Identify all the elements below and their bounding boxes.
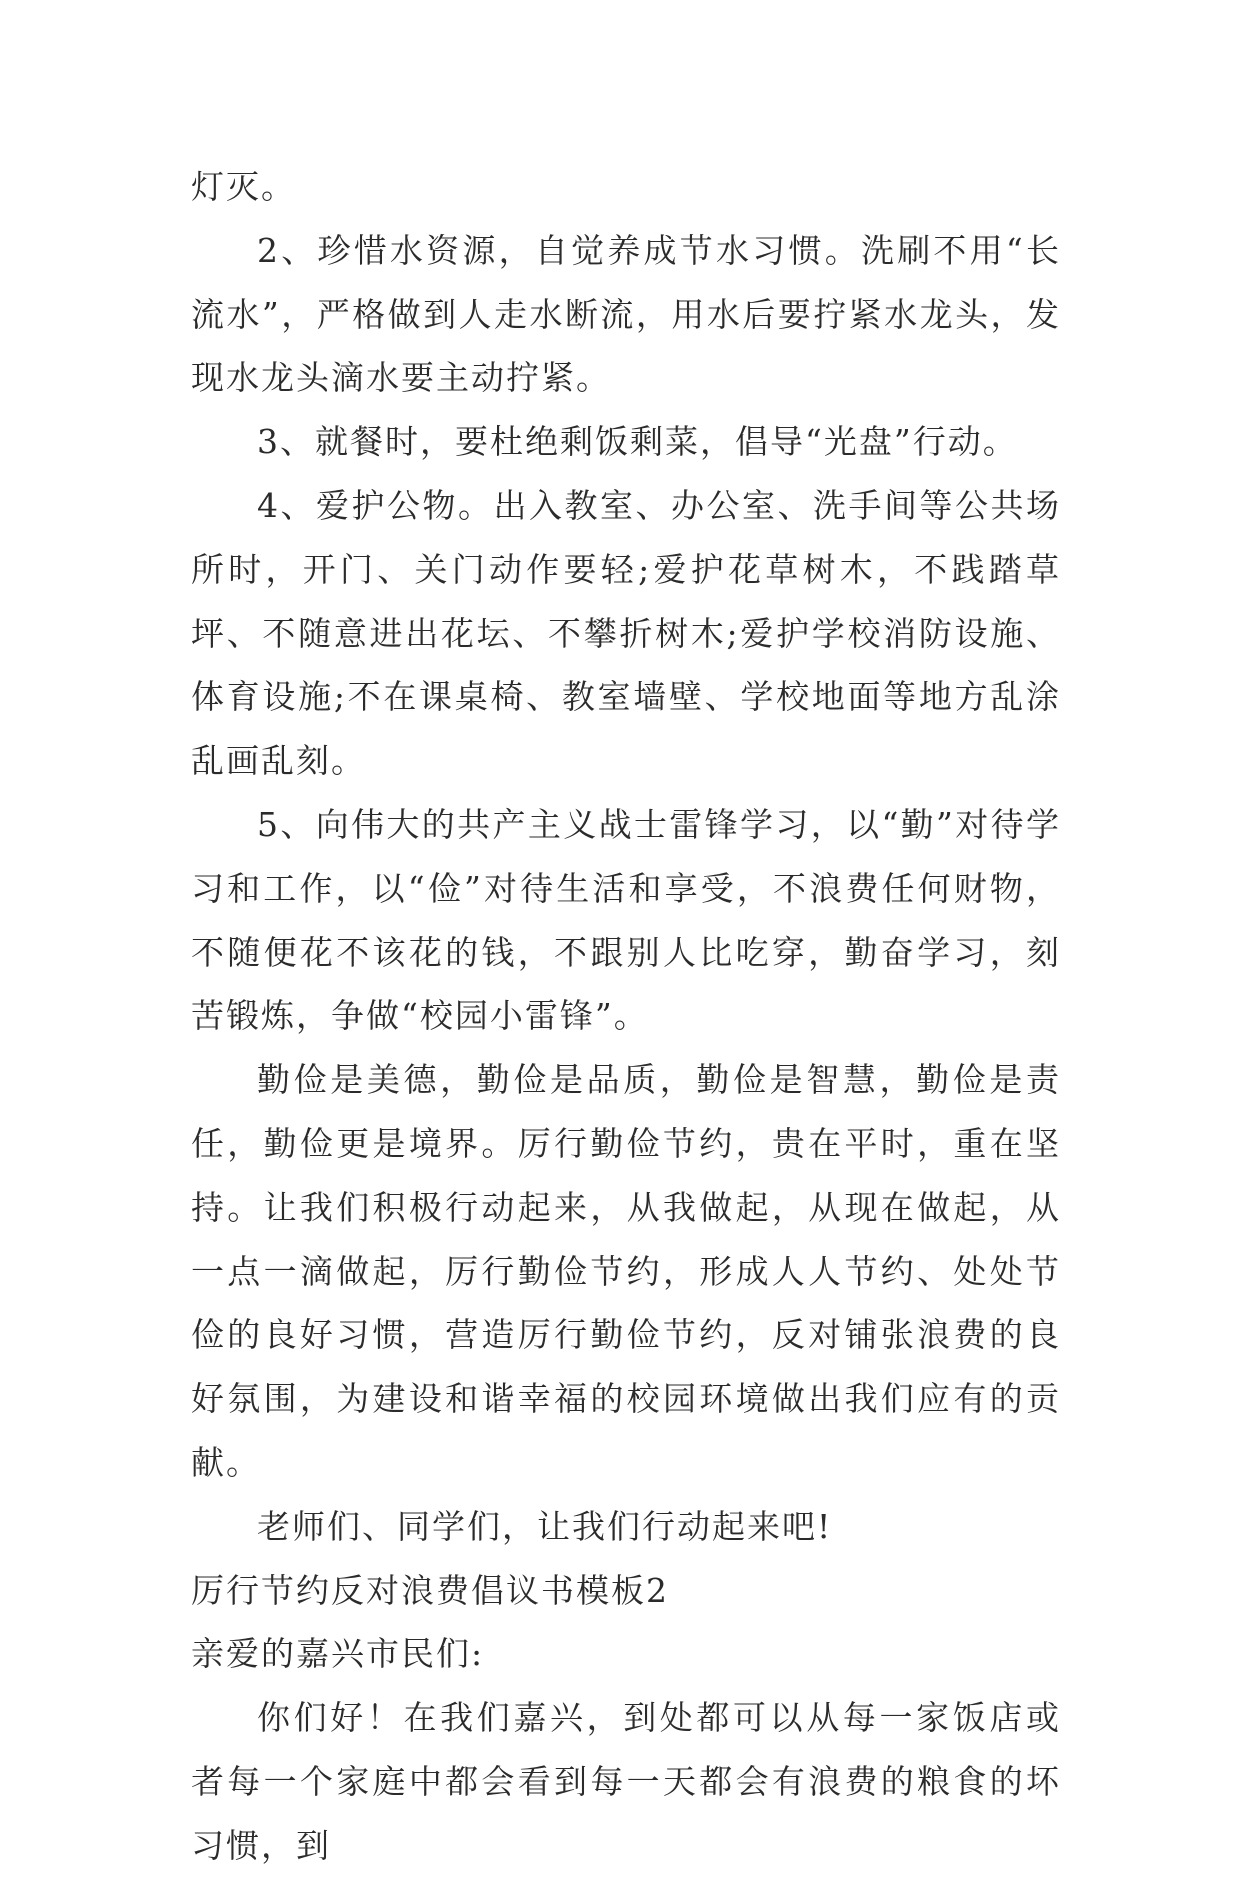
paragraph-summary: 勤俭是美德，勤俭是品质，勤俭是智慧，勤俭是责任，勤俭更是境界。厉行勤俭节约，贵在平时，重在坚持。让我们积极行动起来，从我做起，从现在做起，从一点一滴做起，厉行勤俭节约，形成人人节约、处处节俭的良好习惯，营造厉行勤俭节约，反对铺张浪费的良好氛围，为建设和谐幸福的校园环境做出我们应有的贡献。 [191,1060,1061,1482]
paragraph-continuation: 灯灭。 [191,167,296,206]
paragraph-closing: 老师们、同学们，让我们行动起来吧! [257,1506,833,1546]
paragraph-item-3: 3、就餐时，要杜绝剩饭剩菜，倡导“光盘”行动。 [257,422,1018,462]
paragraph-item-2: 2、珍惜水资源，自觉养成节水习惯。洗刷不用“长流水”，严格做到人走水断流，用水后要拧紧水龙头，发现水龙头滴水要主动拧紧。 [191,230,1061,398]
paragraph-item-4: 4、爱护公物。出入教室、办公室、洗手间等公共场所时，开门、关门动作要轻;爱护花草树木，不践踏草坪、不随意进出花坛、不攀折树木;爱护学校消防设施、体育设施;不在课桌椅、教室墙壁、学校地面等地方乱涂乱画乱刻。 [191,485,1061,781]
paragraph-item-5: 5、向伟大的共产主义战士雷锋学习，以“勤”对待学习和工作，以“俭”对待生活和享受，不浪费任何财物，不随便花不该花的钱，不跟别人比吃穿，勤奋学习，刻苦锻炼，争做“校园小雷锋”。 [191,804,1061,1036]
section-title: 厉行节约反对浪费倡议书模板2 [191,1570,669,1610]
paragraph-greeting: 你们好！在我们嘉兴，到处都可以从每一家饭店或者每一个家庭中都会看到每一天都会有浪费的粮食的坏习惯，到 [191,1698,1061,1865]
document-body [191,155,1061,1878]
salutation: 亲爱的嘉兴市民们: [191,1634,485,1674]
